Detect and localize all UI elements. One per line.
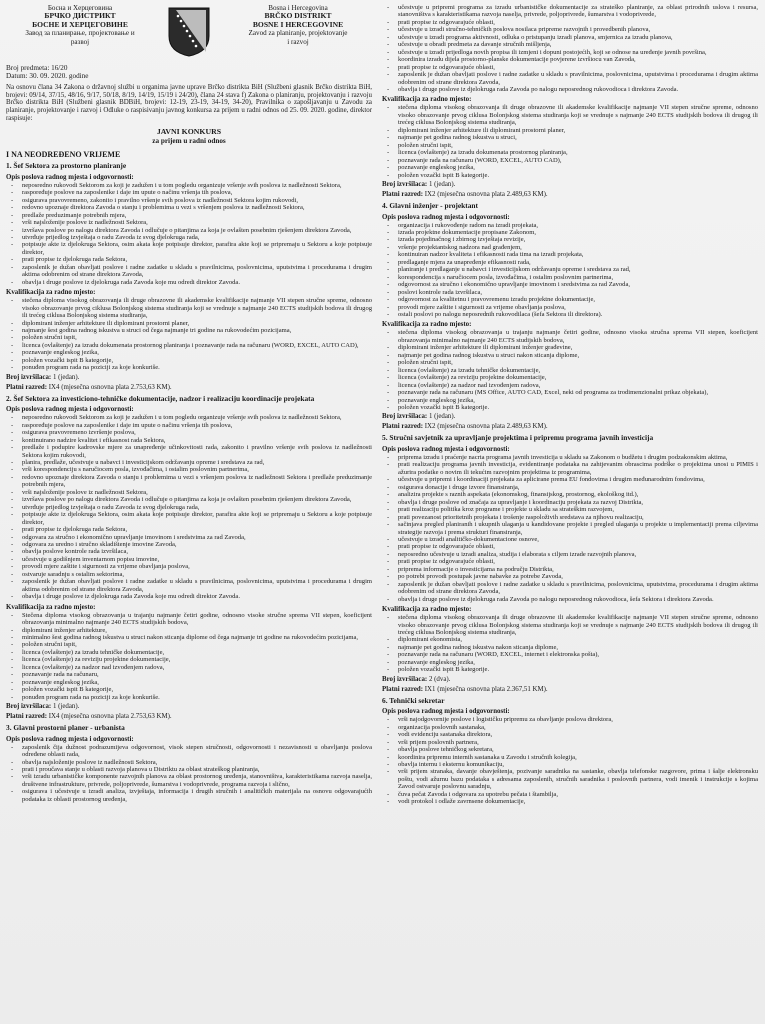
pay-grade: Platni razred: IX4 (mjesečna osnovna plata 2.753,63 KM). (6, 383, 172, 391)
list-item: - redovno upoznaje direktora Zavoda o stanju i problemima u vezi s vršenjem poslova iz nadležnosti Sektora, (6, 204, 372, 211)
duties-heading: Opis poslova radnog mjesta i odgovornosti: (6, 406, 134, 414)
pay-grade: Platni razred: IX2 (mjesečna osnovna plata 2.489,63 KM). (382, 423, 548, 431)
list-item: - poznavanje rada na računaru (WORD, EXCEL, AUTO CAD), (382, 157, 758, 164)
list-item: - poznavanje engleskog jezika, (6, 679, 372, 686)
list-item: - vrši prijem stranaka, davanje obavještenja, pozivanje saradnika na sastanke, obavlja telefonske razgovore, prima i šalje elektronsku poštu, vodi ažurnu bazu podataka s adresama zaposlenih, stručnih saradnika i poslovnih partnera, vodi imenik i instrukcije s kojima Zavod ostvaruje poslovnu saradnju, (382, 768, 758, 790)
list-item: - vrši korespondenciju s naručiocem posla, izvođačima, i ostalim poslovnim partnerima, (6, 466, 372, 473)
pay-grade: Platni razred: IX2 (mjesečna osnovna plata 2.489,63 KM). (382, 190, 548, 198)
list-item: - predlaže i podupire kadrovske mjere za unapređenje učinkovitosti rada, zakonito i pravilno vršenje svih poslova iz nadležnosti Sektora kojim rukovodi, (6, 444, 372, 459)
list-item: - neposredno rukovodi Sektorom za koji je zadužen i u tom pogledu organizuje vršenje svih poslova iz nadležnosti Sektora, (6, 414, 372, 421)
list-item: - položen vozački ispit B kategorije. (382, 404, 758, 411)
list-item: - stečena diploma visokog obrazovanja ili druge obrazovne ili akademske kvalifikacije najmanje VII stepen stručne spreme, odnosno visoko obrazovanje prvog ciklusa Bolonjskog sistema studiranja koji se vrednuje s najmanje 240 ECTS studijskih bodova ili drugog ili trećeg ciklusa Bolonjskog sistema studiranja, (382, 614, 758, 636)
list-item: - učestvuje u obradi predmeta za davanje stručnih mišljenja, (382, 41, 758, 48)
list-item: - zaposlenik čija dužnost podrazumijeva odgovornost, visok stepen stručnosti, odgovornosti i nezavisnosti u obavljanju poslova određene oblasti rada, (6, 744, 372, 759)
list-item: - predlaganje mjera za unapređenje efikasnosti rada, (382, 259, 758, 266)
list-item: - obavlja poslove kontrole rada izvršilaca, (6, 548, 372, 555)
list-item: - obavlja i druge poslove iz djelokruga rada Zavoda po nalogu neposrednog rukovodioca i direktora Zavoda. (382, 86, 758, 93)
list-item: - osigurava i učestvuje u izradi analiza, izvještaja, informacija i drugih stručnih i analitičkih materijala na osnovu odgovarajućih podataka iz oblasti prostornog uređenja, (6, 788, 372, 803)
list-item: - učestvuje u izradi stručno-tehničkih poslova nosilaca pripreme razvojnih i provedbenih planova, (382, 26, 758, 33)
list-item: - kontinuiran nadzor kvaliteta i efikasnosti rada tima na izradi projekata, (382, 251, 758, 258)
list-item: - predlaže preduzimanje potrebnih mjera, (6, 212, 372, 219)
list-item: - licenca (ovlaštenje) za izradu tehničke dokumentacije, (382, 367, 758, 374)
list-item: - ostali poslovi po nalogu neposrednih rukovodilaca (šefa Sektora ili direktora). (382, 311, 758, 318)
pay-grade: Platni razred: IX1 (mjesečna osnovna plata 2.367,51 KM). (382, 685, 548, 693)
executors-count: Broj izvršilaca: 1 (jedan). (6, 703, 80, 711)
list-item: - prati povezanost prioritetnih projekata i trošenje raspoloživih sredstava za njihovu realizaciju, (382, 514, 758, 521)
list-item: - diplomirani inženjer arhitekture, (6, 627, 372, 634)
list-item: - odgovornost za stručno i ekonomično upravljanje imovinom i sredstvima za rad Zavoda, (382, 281, 758, 288)
list-item: - priprema izradu i praćenje nacrta programa javnih investicija u skladu sa Zakonom o budžetu i drugim podzakonskim aktima, (382, 454, 758, 461)
document-title: JAVNI KONKURS za prijem u radni odnos (152, 127, 226, 145)
executors-count: Broj izvršilaca: 1 (jedan). (6, 373, 80, 381)
list-item: - obavlja i druge poslove iz djelokruga rada Zavoda koje mu odredi direktor Zavoda. (6, 593, 372, 600)
list-item: - redovno upoznaje direktora Zavoda o stanju i problemima u vezi s vršenjem poslova iz nadležnosti Sektora i predlaže preduzimanje potrebnih mjera, (6, 474, 372, 489)
list-item: - utvrđuje prijedlog izvještaja o radu Zavoda iz svog djelokruga rada, (6, 234, 372, 241)
duties-list (382, 716, 758, 805)
qualifications-list (6, 612, 372, 701)
position-title: 1. Šef Sektora za prostorno planiranje (6, 161, 127, 171)
list-item: - odgovara za uredno i stručno skladištenje imovine Zavoda, (6, 541, 372, 548)
list-item: - poslovi kontrole rada izvršilaca, (382, 289, 758, 296)
list-item: - zaposlenik je dužan obavljati poslove i radne zadatke u skladu s pravilnicima, poslovnicima, uputstvima i procedurama i drugim aktima odobrenim od strane direktora Zavoda, (6, 264, 372, 279)
duties-list (382, 222, 758, 319)
list-item: - licenca (ovlaštenje) za nadzor nad izvođenjem radova, (382, 382, 758, 389)
pay-grade: Platni razred: IX4 (mjesečna osnovna plata 2.753,63 KM). (6, 713, 172, 721)
list-item: - položen vozački ispit B kategorije, (6, 686, 372, 693)
list-item: - licenca (ovlaštenje) za nadzor nad izvođenjem radova, (6, 664, 372, 671)
letterhead (6, 4, 372, 60)
list-item: - učestvuje u izradi programa aktivnosti, odluka o pristupanju izradi planova, smjernica za izradu planova, (382, 34, 758, 41)
list-item: - stečena diploma visokog obrazovanja u trajanju najmanje četiri godine, odnosno visoka stručna sprema VII stepen, koeficijent obrazovanja minimalno najmanje 240 ECTS studijskih bodova, (382, 329, 758, 344)
duties-heading: Opis poslova radnog mjesta i odgovornosti: (6, 173, 134, 181)
case-number: Broj predmeta: 16/20 (6, 64, 68, 72)
list-item: - raspoređuje poslove na zaposlenike i daje im upute o načinu vršenja tih poslova, (6, 189, 372, 196)
list-item: - vrši najodgovornije poslove i logističku pripremu za obavljanje poslova direktora, (382, 716, 758, 723)
list-item: - diplomirani inženjer arhitekture ili diplomirani inženjer građevine, (382, 344, 758, 351)
list-item: - najmanje šest godina radnog iskustva u struci od čega najmanje tri godine na rukovodećim pozicijama, (6, 327, 372, 334)
list-item: - izrada projektne dokumentacije propisane Zakonom, (382, 229, 758, 236)
list-item: - položen vozački ispit B kategorije. (382, 172, 758, 179)
list-item: - učestvuje u izradi analitičko-dokumentacione osnove, (382, 536, 758, 543)
qualifications-list (382, 104, 758, 179)
list-item: - potpisuje akte iz djelokruga Sektora, osim akata koje potpisuje direktor, parafira akte koji se pripremaju u Sektoru a koje potpisuje direktor, (6, 241, 372, 256)
list-item: - položen vozački ispit B kategorije. (382, 666, 758, 673)
executors-count: Broj izvršilaca: 2 (dva). (382, 675, 451, 683)
list-item: - prati propise iz odgovarajuće oblasti, (382, 543, 758, 550)
duties-heading: Opis poslova radnog mjesta i odgovornosti: (382, 708, 510, 716)
list-item: - ponuđen program rada na poziciji za koje konkuriše. (6, 694, 372, 701)
list-item: - minimalno šest godina radnog iskustva u struci nakon sticanja diplome od čega najmanje tri godine na rukovodećim pozicijama, (6, 634, 372, 641)
list-item: - kontinuirano nadzire kvalitet i efikasnost rada Sektora, (6, 437, 372, 444)
list-item: - po potrebi provodi postupak javne nabavke za potrebe Zavoda, (382, 573, 758, 580)
list-item: - učestvuje u pripremi i koordinaciji projekata za aplicirane prema EU fondovima i drugim međunarodnim fondovima, (382, 476, 758, 483)
list-item: - osigurava pravovremeno, zakonito i pravilno vršenje svih poslova iz nadležnosti Sektora kojim rukovodi, (6, 197, 372, 204)
qualifications-heading: Kvalifikacija za radno mjesto: (382, 606, 472, 614)
qualifications-list (382, 614, 758, 674)
list-item: - diplomirani inženjer arhitekture ili diplomirani prostorni planer, (382, 127, 758, 134)
list-item: - položen stručni ispit, (382, 142, 758, 149)
list-item: - diplomirani ekonomista, (382, 636, 758, 643)
list-item: - neposredno učestvuje u izradi analiza, studija i elaborata s ciljem izrade razvojnih planova, (382, 551, 758, 558)
coat-of-arms-icon (166, 6, 212, 58)
list-item: - obavlja i druge poslove od značaja za upravljanje i koordinaciju projekata za razvoj Distrikta, (382, 499, 758, 506)
list-item: - licenca (ovlaštenje) za izradu dokumenata prostornog planiranja, (382, 149, 758, 156)
position-title: 6. Tehnički sekretar (382, 695, 445, 705)
list-item: - diplomirani inženjer arhitekture ili diplomirani prostorni planer, (6, 320, 372, 327)
list-item: - raspoređuje poslove na zaposlenike i daje im upute o načinu vršenja tih poslova, (6, 422, 372, 429)
list-item: - prati i proučava stanje u oblasti razvoja planova u Distriktu za oblast strateškog planiranja, (6, 766, 372, 773)
duties-list-continued (382, 4, 758, 93)
list-item: - ponuđen program rada na poziciji za koje konkuriše. (6, 364, 372, 371)
date: Datum: 30. 09. 2020. godine (6, 72, 89, 81)
list-item: - položen stručni ispit, (382, 359, 758, 366)
list-item: - stečena diploma visokog obrazovanja ili druge obrazovne ili akademske kvalifikacije najmanje VII stepen stručne spreme, odnosno visoko obrazovanje prvog ciklusa Bolonjskog sistema studiranja koji se vrednuje s najmanje 240 ECTS studijskih bodova ili drugog ili trećeg ciklusa Bolonjskog sistema studiranja, (382, 104, 758, 126)
list-item: - osigurava donacije i druge izvore finansiranja, (382, 484, 758, 491)
list-item: - licenca (ovlaštenje) za izradu dokumenata prostornog planiranja i poznavanje rada na računaru (WORD, EXCEL, AUTO CAD), (6, 342, 372, 349)
qualifications-heading: Kvalifikacija za radno mjesto: (6, 603, 96, 611)
list-item: - prati realizaciju programa javnih investicija, evidentiranje podataka na zahtjevanim obrascima podrške o projektima unosi u PIMIS i ažurira podatke o novim ili tekućim razvojnim projektima iz programima, (382, 461, 758, 476)
position-title: 4. Glavni inženjer - projektant (382, 200, 479, 210)
list-item: - vodi evidenciju sastanaka direktora, (382, 731, 758, 738)
list-item: - stečena diploma visokog obrazovanja ili druge obrazovne ili akademske kvalifikacije najmanje VII stepen stručne spreme, odnosno visoko obrazovanje prvog ciklusa Bolonjskog sistema studiranja koji se vrednuje s najmanje 240 ECTS studijskih bodova ili drugog ili trećeg ciklusa Bolonjskog sistema studiranja, (6, 297, 372, 319)
position-title: 3. Glavni prostorni planer - urbanista (6, 723, 125, 733)
list-item: - učestvuje u pripremi programa za izradu urbanističke dokumentacije za strateško planiranje, za oblast prirodnih uslova i resursa, stanovništva s karakteristikama razvoja naselja, privrede, poljoprivrede, šumarstva i vodoprivrede, (382, 4, 758, 19)
list-item: - Stečena diploma visokog obrazovanja u trajanju najmanje četiri godine, odnosno visoke stručne sprema VII stepen, koeficijent obrazovanja minimalno najmanje 240 ECTS studijskih bodova, (6, 612, 372, 627)
list-item: - vrši izradu urbanističke komponente razvojnih planova za oblast prostornog uređenja, stanovništva, karakteristikama razvoja naselja, društvene infrastrukture, privrede, poljoprivrede, šumarstva i vodoprivrede, programa razvoja i slično, (6, 773, 372, 788)
duties-heading: Opis poslova radnog mjesta i odgovornosti: (6, 735, 134, 743)
list-item: - ostvaruje saradnju s ostalim sektorima, (6, 571, 372, 578)
list-item: - prati realizaciju politika kroz programe i projekte u skladu sa strateškim razvojem, (382, 506, 758, 513)
list-item: - najmanje pet godina radnog iskustva nakon sticanja diplome, (382, 644, 758, 651)
reference-block (6, 64, 372, 81)
list-item: - vodi protokol i odlaže zavrnsene dokumentacije, (382, 798, 758, 805)
list-item: - izvršava poslove po nalogu direktora Zavoda i odlučuje o pitanjima za koja je ovlašten posebnim rješenjem direktora Zavoda, (6, 227, 372, 234)
duties-heading: Opis poslova radnog mjesta i odgovornosti: (382, 446, 510, 454)
executors-count: Broj izvršilaca: 1 (jedan). (382, 413, 456, 421)
duties-list (382, 454, 758, 603)
section-heading: I NA NEODREĐENO VRIJEME (6, 149, 121, 159)
list-item: - neposredno rukovodi Sektorom za koji je zadužen i u tom pogledu organizuje vršenje svih poslova iz nadležnosti Sektora, (6, 182, 372, 189)
list-item: - obavlja najsloženije poslove iz nadležnosti Sektora, (6, 759, 372, 766)
letterhead-cyrillic: Босна и Херцеговина БРЧКО ДИСТРИКТ БОСНЕ И ХЕРЦЕГОВИНЕ Завод за планирање, пројектовање и развој (25, 4, 135, 46)
list-item: - poznavanje rada na računaru (MS Office, AUTO CAD, Excel, neki od programa za trodimenzionalni prikaz objekata), (382, 389, 758, 396)
list-item: - vrši najsloženije poslove iz nadležnosti Sektora, (6, 489, 372, 496)
list-item: - izvršava poslove po nalogu direktora Zavoda i odlučuje o pitanjima za koja je ovlašten posebnim rješenjem direktora Zavoda, (6, 496, 372, 503)
list-item: - položen stručni ispit, (6, 641, 372, 648)
qualifications-list (382, 329, 758, 411)
list-item: - poznavanje engleskog jezika, (382, 659, 758, 666)
list-item: - prati propise iz odgovarajuće oblasti, (382, 64, 758, 71)
position-title: 2. Šef Sektora za investiciono-tehničke dokumentacije, nadzor i realizaciju koordinacije projekata (6, 393, 315, 403)
list-item: - odgovara za stručno i ekonomično upravljanje imovinom i sredstvima za rad Zavoda, (6, 534, 372, 541)
list-item: - vrši najsloženije poslove iz nadležnosti Sektora, (6, 219, 372, 226)
list-item: - najmanje pet godina radnog iskustva u struci, (382, 134, 758, 141)
qualifications-heading: Kvalifikacija za radno mjesto: (6, 289, 96, 297)
list-item: - analizira projekte s raznih aspekata (ekonomskog, finansijskog, prostornog, ekološkog itd.), (382, 491, 758, 498)
list-item: - korespondencija s naručiocem posla, izvođačima, i ostalim poslovnim partnerima, (382, 274, 758, 281)
qualifications-heading: Kvalifikacija za radno mjesto: (382, 96, 472, 104)
list-item: - provodi mjere zaštite i sigurnosti za vrijeme obavljanja poslova, (6, 563, 372, 570)
list-item: - licenca (ovlaštenje) za reviziju projektne dokumentacije, (382, 374, 758, 381)
list-item: - vršenje projektantskog nadzora nad građenjem, (382, 244, 758, 251)
list-item: - licenca (ovlaštenje) za reviziju projektne dokumentacije, (6, 656, 372, 663)
list-item: - učestvuje u izradi prijedloga novih propisa ili izmjeni i dopuni postojećih, koji se odnose na uređenje javnih površina, (382, 49, 758, 56)
list-item: - najmanje pet godina radnog iskustva u struci nakon sticanja diplome, (382, 352, 758, 359)
qualifications-list (6, 297, 372, 372)
list-item: - vrši prijem poslovnih partnera, (382, 739, 758, 746)
list-item: - položen stručni ispit, (6, 334, 372, 341)
duties-heading: Opis poslova radnog mjesta i odgovornosti: (382, 213, 510, 221)
list-item: - osigurava pravovremeno izvršenje poslova, (6, 429, 372, 436)
duties-list (6, 182, 372, 286)
list-item: - prati propise iz odgovarajuće oblasti, (382, 558, 758, 565)
list-item: - položen vozački ispit B kategorije, (6, 357, 372, 364)
letterhead-latin: Bosna i Hercegovina BRČKO DISTRIKT BOSNE I HERCEGOVINE Zavod za planiranje, projektovanje i razvoj (248, 4, 348, 46)
list-item: - planira, predlaže, učestvuje u nabavci i investicijskom održavanju opreme i sredstava za rad, (6, 459, 372, 466)
list-item: - učestvuje u godišnjem inventarnom popisu imovine, (6, 556, 372, 563)
list-item: - utvrđuje prijedlog izvještaja o radu Zavoda iz svog djelokruga rada, (6, 504, 372, 511)
list-item: - prati propise iz djelokruga rada Sektora, (6, 526, 372, 533)
list-item: - koordinira izradu dijela prostorno-planske dokumentacije povjerene izvršiocu van Zavoda, (382, 56, 758, 63)
list-item: - poznavanje rada na računaru (WORD, EXCEL, internet i elektronska pošta), (382, 651, 758, 658)
list-item: - zaposlenik je dužan obavljati poslove i radne zadatke u skladu s pravilnicima, poslovnicima, uputstvima i procedurama i drugim aktima odobrenim od strane direktora Zavoda, (382, 71, 758, 86)
list-item: - poznavanje engleskog jezika, (382, 164, 758, 171)
intro-paragraph: Na osnovu člana 34 Zakona o državnoj službi u organima javne uprave Brčko distrikta BiH (Službeni glasnik Brčko distrikta BiH, brojevi: 09/14, 37/15, 48/16, 9/17, 50/18, 8/19, 14/19, 15/19 i 24/20), člana 24 stava f) Zakona o planiranju, projektovanju i razvoju Brčko distrikta BiH (Službeni glasnik BDBiH, brojevi: 12-19, 23-19, 34-19, 34-20), Pravilnika o zapošljavanju u Zavodu za planiranje, projektovanje i razvoj i Odluke o raspisivanju javnog konkursa za prijem u radni odnos od 25. 09. 2020. godine, direktor raspisuje: (6, 83, 372, 123)
position-title: 5. Stručni savjetnik za upravljanje projektima i pripremu programa javnih investicija (382, 433, 654, 443)
qualifications-heading: Kvalifikacija za radno mjesto: (382, 321, 472, 329)
list-item: - obavlja poslove tehničkog sekretara, (382, 746, 758, 753)
list-item: - poznavanje engleskog jezika, (6, 349, 372, 356)
list-item: - organizacija i rukovođenje radom na izradi projekata, (382, 222, 758, 229)
list-item: - prati propise iz djelokruga rada Sektora, (6, 256, 372, 263)
list-item: - zaposlenik je dužan obavljati poslove i radne zadatke u skladu s pravilnicima, poslovnicima, uputstvima, procedurama i drugim aktima odobrenim od strane direktora Zavoda, (382, 581, 758, 596)
list-item: - koordinira pripremu internih sastanaka u Zavodu i stručnih kolegija, (382, 754, 758, 761)
executors-count: Broj izvršilaca: 1 (jedan). (382, 180, 456, 188)
list-item: - planiranje i predlaganje u nabavci i investicijskom održavanju opreme i sredstava za rad, (382, 266, 758, 273)
list-item: - priprema informacije o investicijama na području Distrikta, (382, 566, 758, 573)
list-item: - obavlja i druge poslove iz djelokruga rada Zavoda koje mu odredi direktor Zavoda. (6, 279, 372, 286)
list-item: - licenca (ovlaštenje) za izradu tehničke dokumentacije, (6, 649, 372, 656)
list-item: - organizacija poslovnih sastanaka, (382, 724, 758, 731)
left-column (6, 4, 372, 1020)
list-item: - poznavanje engleskog jezika, (382, 397, 758, 404)
list-item: - zaposlenik je dužan obavljati poslove i radne zadatke u skladu s pravilnicima, poslovnicima, uputstvima i procedurama i drugim aktima odobrenim od strane direktora Zavoda, (6, 578, 372, 593)
list-item: - provodi mjere zaštite i sigurnosti za vrijeme obavljanja poslova, (382, 304, 758, 311)
list-item: - odgovornost za kvalitetnu i pravovremenu izradu projektne dokumentacije, (382, 296, 758, 303)
list-item: - čuva pečat Zavoda i odgovara za upotrebu pečata i štambilja, (382, 791, 758, 798)
list-item: - potpisuje akte iz djelokruga Sektora, osim akata koje potpisuje direktor, parafira akte koji se pripremaju u Sektoru a koje potpisuje direktor, (6, 511, 372, 526)
right-column (382, 4, 758, 1020)
duties-list (6, 414, 372, 600)
list-item: - obavlja i druge poslove iz djelokruga rada Zavoda po nalogu neposrednog rukovodioca, šefa Sektora i direktora Zavoda. (382, 596, 758, 603)
list-item: - poznavanje rada na računaru, (6, 671, 372, 678)
list-item: - prati propise iz odgovarajuće oblasti, (382, 19, 758, 26)
list-item: - izrada pojedinačnog i zbirnog izvještaja revizije, (382, 236, 758, 243)
duties-list (6, 744, 372, 804)
list-item: - obavlja internu i eksternu komunikaciju, (382, 761, 758, 768)
list-item: - sačinjava pregled planiranih i ukupnih ulaganja u kandidovane projekte i pregled ulaganja u projekte u implementaciji prema ciljevima strategije razvoja i prema strukturi finansiranja, (382, 521, 758, 536)
